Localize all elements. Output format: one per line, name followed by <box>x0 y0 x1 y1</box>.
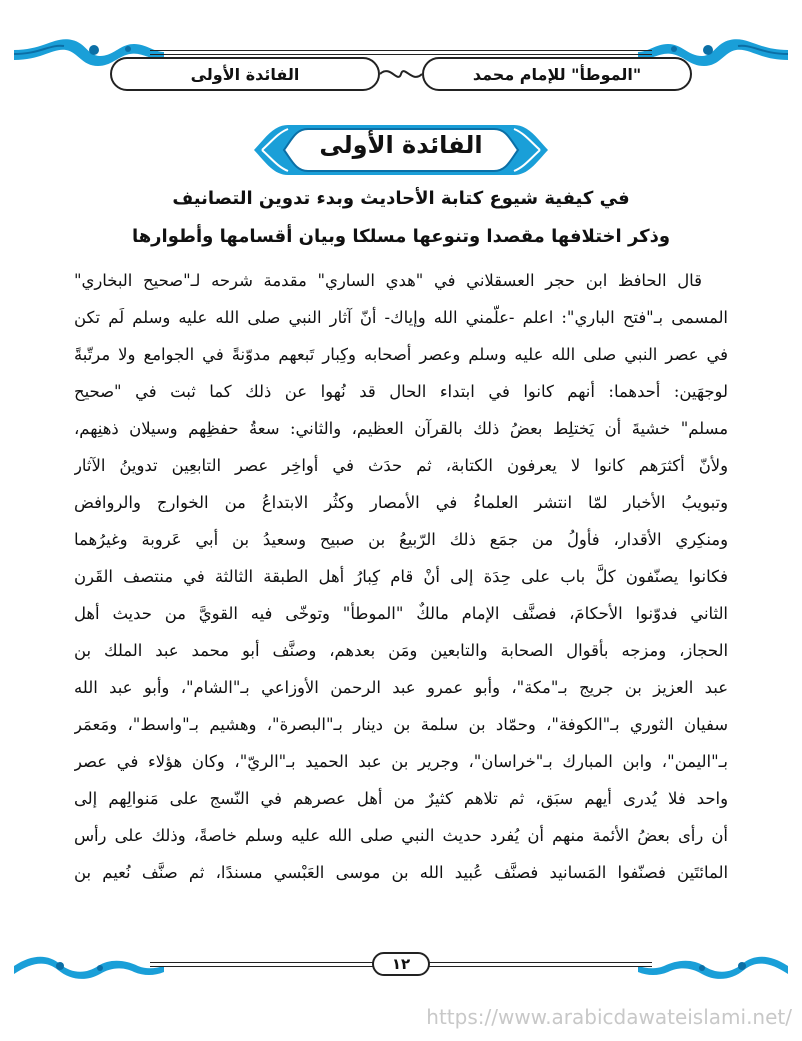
body-line-15: واحد فلا يُدرى أيهم سبَق، ثم تلاهم كثيرٌ من أهل عصرهم في النّسج على مَنوالِهم إلى <box>74 789 728 808</box>
body-line-12: عبد العزيز بن جريج بـ"مكة"، وأبو عمرو عبد الرحمن الأوزاعي بـ"الشام"، وأبو عبد الله <box>74 678 728 697</box>
source-url-watermark: https://www.arabicdawateislami.net/ <box>426 1005 792 1029</box>
body-line-3: في عصر النبي صلى الله عليه وسلم وعصر أصحابه وكِبار تَبعهم مدوّنةً في الجوامع ولا مرتّبةً <box>74 345 728 364</box>
body-line-11: الحجاز، ومزجه بأقوال الصحابة والتابعين ومَن بعدهم، وصنَّف أبو محمد عبد الملك بن <box>74 641 728 660</box>
book-title: "الموطأ" للإمام محمد <box>472 64 642 84</box>
body-line-10: الثاني فدوّنوا الأحكامَ، فصنَّف الإمام مالكٌ "الموطأ" وتوخّى فيه القويَّ من حديث أهل <box>74 604 728 623</box>
body-line-1: قال الحافظ ابن حجر العسقلاني في "هدي الساري" مقدمة شرحه لـ"صحيح البخاري" <box>74 271 702 290</box>
footer-ornament-right <box>638 948 788 982</box>
page-number: ١٢ <box>372 952 430 976</box>
body-line-14: بـ"اليمن"، وابن المبارك بـ"خراسان"، وجرير بن عبد الحميد بـ"الريّ"، وكان هؤلاء في عصر <box>74 752 728 771</box>
header-separator-ornament <box>380 60 422 88</box>
page-title: الفائدة الأولى <box>319 131 483 159</box>
body-line-16: أن رأى بعضُ الأئمة منهم أن يُفرد حديث النبي صلى الله عليه وسلم خاصةً، وذلك على رأس <box>74 826 728 845</box>
footer-ornament-left <box>14 948 164 982</box>
body-line-9: فكانوا يصنّفون كلَّ باب على حِدَة إلى أنْ قام كِبارُ أهل الطبقة الثالثة في منتصف القَرن <box>74 567 728 586</box>
body-line-8: ومنكِري الأقدار، فأولُ من جمَع ذلك الرّبيعُ بن صبيح وسعيدُ بن أبي عَروبة وغيرُهما <box>74 530 728 549</box>
body-line-4: لوجهَين: أحدهما: أنهم كانوا في ابتداء الحال قد نُهوا عن ذلك كما ثبت في "صحيح <box>74 382 728 401</box>
body-line-7: وتبويبُ الأخبار لمّا انتشر العلماءُ في الأمصار وكثُر الابتداعُ من الخوارج والروافض <box>74 493 728 512</box>
header-rule-top <box>150 50 652 51</box>
body-line-17: المائتَين فصنّفوا المَسانيد فصنَّف عُبيد الله بن موسى العَبْسي مسندًا، ثم صنَّف نُعيم بن <box>74 863 728 882</box>
subtitle-line-1: في كيفية شيوع كتابة الأحاديث وبدء تدوين التصانيف <box>172 188 630 209</box>
title-frame <box>248 117 554 183</box>
body-line-5: مسلم" خشيةَ أن يَختلِط بعضُ ذلك بالقرآن العظيم، والثاني: سعةُ حفظِهم وسيلان ذهنِهم، <box>74 419 728 438</box>
subtitle-line-2: وذكر اختلافها مقصدا وتنوعها مسلكا وبيان أقسامها وأطوارها <box>131 226 671 247</box>
header-rule-bottom <box>150 54 652 55</box>
running-head-section <box>110 57 380 91</box>
body-line-2: المسمى بـ"فتح الباري": اعلم -علّمني الله وإياك- أنّ آثار النبي صلى الله عليه وسلم لَم تكن <box>74 308 728 327</box>
body-text <box>74 262 728 891</box>
section-title: الفائدة الأولى <box>190 64 300 84</box>
body-line-6: ولأنّ أكثرَهم كانوا لا يعرفون الكتابة، ثم حدَث في أواخِر عصر التابعِين تدوينُ الآثار <box>74 456 728 475</box>
body-line-13: سفيان الثوري بـ"الكوفة"، وحمّاد بن سلمة بن دينار بـ"البصرة"، وهشيم بـ"واسط"، ومَعمَر <box>74 715 728 734</box>
running-head-book <box>422 57 692 91</box>
